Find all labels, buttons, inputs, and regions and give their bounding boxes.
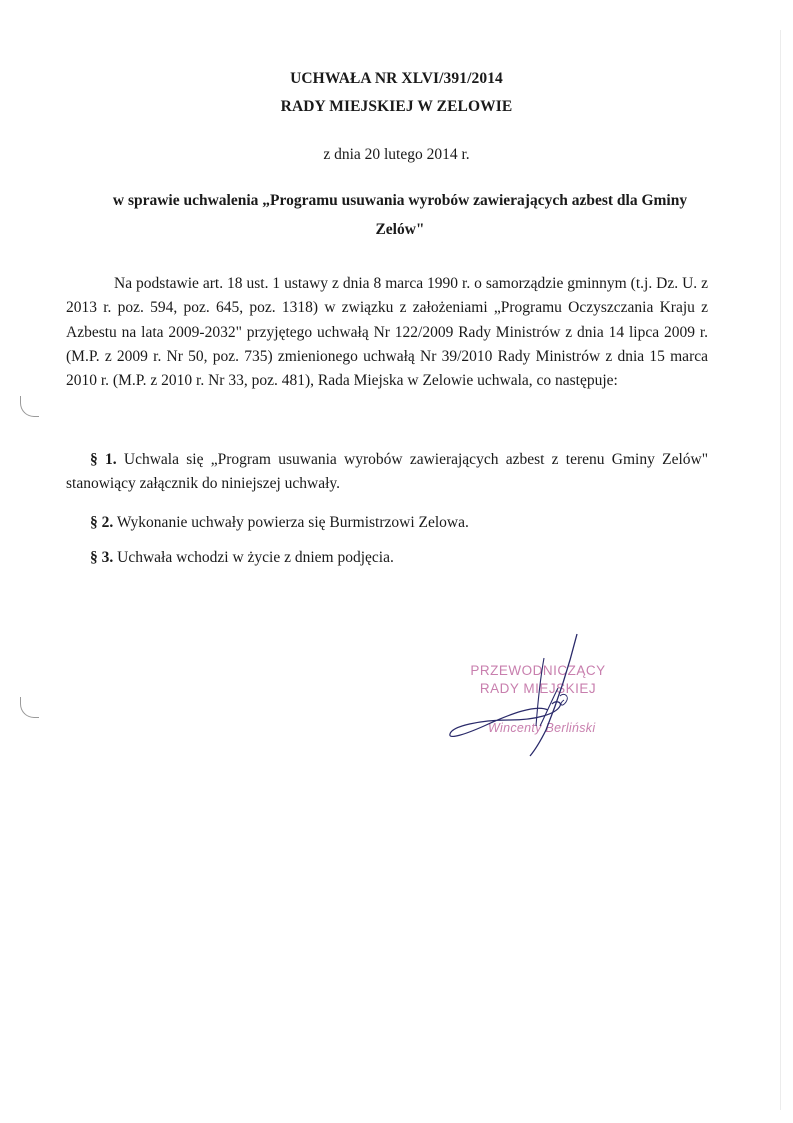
section-number: § 3. bbox=[90, 549, 114, 566]
punch-hole-mark bbox=[20, 396, 39, 417]
stamp-line-2: RADY MIEJSKIEJ bbox=[479, 681, 597, 696]
stamp-line-1: PRZEWODNICZĄCY bbox=[470, 663, 606, 678]
section-number: § 2. bbox=[90, 514, 114, 531]
preamble-paragraph bbox=[66, 272, 708, 393]
section-1 bbox=[66, 448, 708, 497]
section-2 bbox=[66, 511, 708, 535]
section-text: Uchwała wchodzi w życie z dniem podjęcia. bbox=[117, 549, 394, 566]
council-title: RADY MIEJSKIEJ W ZELOWIE bbox=[280, 98, 513, 115]
resolution-date: z dnia 20 lutego 2014 r. bbox=[323, 146, 470, 163]
section-text: Uchwala się „Program usuwania wyrobów zawierających azbest z terenu Gminy Zelów" stanowiący załącznik do niniejszej uchwały. bbox=[66, 451, 709, 493]
section-number: § 1. bbox=[90, 451, 117, 468]
section-text: Wykonanie uchwały powierza się Burmistrzowi Zelowa. bbox=[116, 514, 469, 531]
punch-hole-mark bbox=[20, 697, 39, 718]
resolution-title: UCHWAŁA NR XLVI/391/2014 bbox=[290, 70, 503, 87]
scan-edge bbox=[780, 30, 781, 1110]
signature-icon bbox=[440, 630, 590, 760]
resolution-subject bbox=[60, 186, 740, 244]
section-3 bbox=[66, 546, 708, 570]
preamble-text: Na podstawie art. 18 ust. 1 ustawy z dnia 8 marca 1990 r. o samorządzie gminnym (t.j. Dz. U. z 2013 r. poz. 594, poz. 645, poz. 1318) w związku z założeniami „Programu Oczyszczania Kraju z Azbestu na lata 2009-2032" przyjętego uchwałą Nr 122/2009 Rady Ministrów z dnia 14 lipca 2009 r. (M.P. z 2009 r. Nr 50, poz. 735) zmienionego uchwałą Nr 39/2010 Rady Ministrów z dnia 15 marca 2010 r. (M.P. z 2010 r. Nr 33, poz. 481), Rada Miejska w Zelowie uchwala, co następuje: bbox=[66, 275, 708, 390]
subject-line-1: w sprawie uchwalenia „Programu usuwania wyrobów zawierających azbest dla Gminy bbox=[112, 192, 688, 209]
stamp-name: Wincenty Berliński bbox=[488, 721, 596, 735]
subject-line-2: Zelów" bbox=[375, 221, 425, 238]
